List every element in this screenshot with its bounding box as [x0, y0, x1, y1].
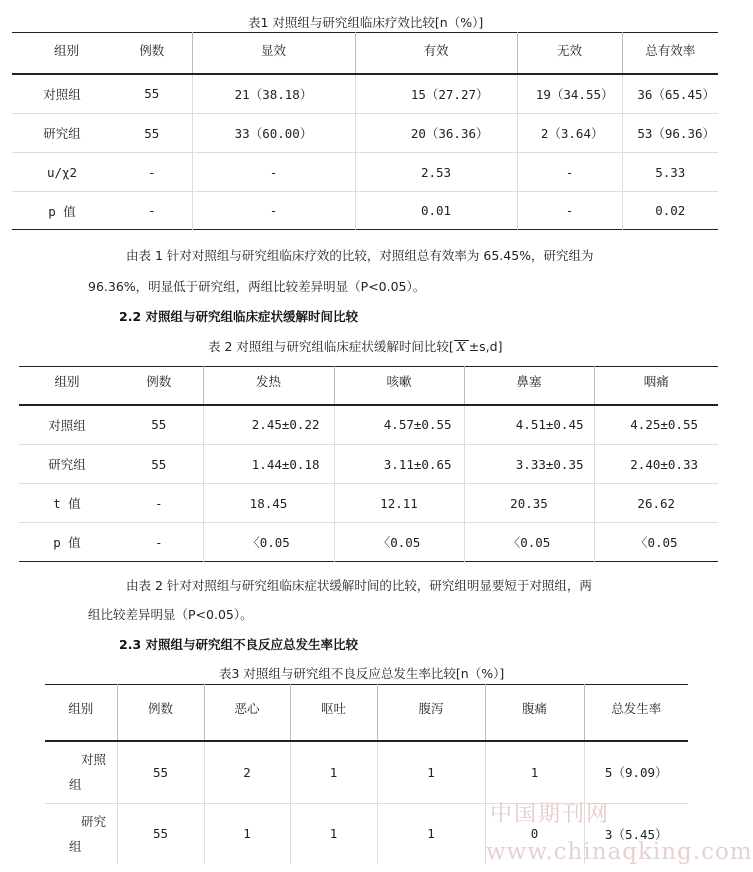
table1-cell: 2.53 [355, 153, 517, 192]
table1-cell: 55 [144, 125, 160, 141]
table2-cell: 4.25±0.55 [594, 405, 718, 445]
table3-cell: 5（9.09） [584, 741, 688, 804]
table1-caption: 表1 对照组与研究组临床疗效比较[n（%）] [248, 15, 484, 30]
table1-cell: 5.33 [622, 153, 718, 192]
table2-row [19, 445, 718, 484]
table2-caption-suffix: ±s,d] [468, 339, 503, 354]
table1-row [12, 114, 718, 153]
table1-cell: - [147, 203, 156, 218]
table3-cell: 1 [377, 804, 485, 864]
table3-row [45, 741, 688, 804]
table1-header-cell: 显效 [192, 33, 355, 74]
table2-cell: 20.35 [464, 484, 594, 523]
table2-cell: 18.45 [203, 484, 334, 523]
table1-cell: 15（27.27） [355, 74, 517, 114]
table1-row [12, 153, 718, 192]
table2-cell: p 值 [53, 535, 81, 550]
table2-cell: 2.45±0.22 [203, 405, 334, 445]
table3-group-line: 对照 [81, 752, 107, 768]
table2-cell: 1.44±0.18 [203, 445, 334, 484]
table3-cell: 55 [117, 741, 204, 804]
table3-cell: 1 [377, 741, 485, 804]
table3-header-cell: 组别 [68, 701, 94, 716]
section22-title: 2.2 对照组与研究组临床症状缓解时间比较 [119, 309, 358, 324]
table3-group-line: 组 [69, 777, 82, 793]
table3-group-cell [45, 804, 117, 864]
table3-cell: 55 [117, 804, 204, 864]
table2-cell: 4.51±0.45 [464, 405, 594, 445]
table1-cell: p 值 [48, 203, 76, 219]
table3-header-cell: 总发生率 [584, 685, 688, 741]
table1-cell: 0.01 [355, 192, 517, 230]
paragraph2-line2: 组比较差异明显（P<0.05）。 [88, 607, 253, 622]
table3-cell: 1 [485, 741, 584, 804]
table2-cell: 55 [151, 456, 167, 472]
table1-cell: - [192, 192, 355, 230]
table2-cell: - [154, 534, 163, 550]
table2-header-cell: 发热 [203, 367, 334, 405]
table2-cell: 〈0.05 [203, 523, 334, 562]
table2-cell: 3.33±0.35 [464, 445, 594, 484]
table2-header-cell: 咽痛 [594, 367, 718, 405]
table1-cell: 2（3.64） [517, 114, 622, 153]
table3-header-row [45, 685, 688, 741]
table3-cell: 1 [204, 804, 290, 864]
table3-header-cell: 腹泻 [377, 685, 485, 741]
table1-cell: - [517, 153, 622, 192]
table1-cell: 36（65.45） [622, 74, 718, 114]
table2-cell: t 值 [53, 496, 81, 511]
table1-row [12, 192, 718, 230]
table2-cell: 〈0.05 [464, 523, 594, 562]
table3-group-line: 研究 [81, 813, 107, 829]
table2-header-row [19, 367, 718, 405]
table2-header-cell: 咳嗽 [334, 367, 464, 405]
table3-cell: 1 [290, 804, 377, 864]
table1-cell: 21（38.18） [192, 74, 355, 114]
table3-cell: 0 [485, 804, 584, 864]
table1-cell: 研究组 [43, 126, 81, 141]
table2-cell: 研究组 [48, 457, 86, 472]
table1-cell: 对照组 [43, 86, 81, 102]
table3-caption: 表3 对照组与研究组不良反应总发生率比较[n（%）] [219, 666, 505, 681]
table2-cell: 4.57±0.55 [334, 405, 464, 445]
table1-header-cell: 例数 [139, 43, 165, 58]
table3-group-cell [45, 741, 117, 804]
table2 [19, 366, 718, 562]
table3-header-cell: 恶心 [204, 685, 290, 741]
table3 [45, 684, 688, 864]
table2-row [19, 523, 718, 562]
table1-header-cell: 无效 [517, 33, 622, 74]
table2-cell: 〈0.05 [334, 523, 464, 562]
table2-header-cell: 组别 [54, 374, 80, 389]
section23-title: 2.3 对照组与研究组不良反应总发生率比较 [119, 637, 358, 652]
table1-cell: 55 [144, 86, 160, 102]
table2-cell: 〈0.05 [594, 523, 718, 562]
table1-cell: 19（34.55） [517, 74, 622, 114]
table2-caption [208, 337, 502, 355]
table2-cell: - [154, 495, 163, 511]
table2-caption-prefix: 表 2 对照组与研究组临床症状缓解时间比较[ [208, 339, 454, 354]
paragraph1-line1: 由表 1 针对对照组与研究组临床疗效的比较，对照组总有效率为 65.45%，研究组为 [126, 248, 594, 263]
table3-header-cell: 腹痛 [485, 685, 584, 741]
paragraph2-line1: 由表 2 针对对照组与研究组临床症状缓解时间的比较，研究组明显要短于对照组，两 [126, 578, 592, 593]
watermark-name: 中国期刊网 [490, 802, 611, 827]
table2-cell: 55 [151, 417, 167, 433]
table1-row [12, 74, 718, 114]
table1-cell: 53（96.36） [622, 114, 718, 153]
table1-cell: 0.02 [622, 192, 718, 230]
table2-header-cell: 鼻塞 [464, 367, 594, 405]
table2-cell: 3.11±0.65 [334, 445, 464, 484]
table2-cell: 12.11 [334, 484, 464, 523]
table1-header-cell: 组别 [54, 43, 80, 58]
table2-cell: 对照组 [48, 417, 86, 433]
table2-header-cell: 例数 [146, 374, 172, 389]
table3-cell: 1 [290, 741, 377, 804]
table1-cell: 20（36.36） [355, 114, 517, 153]
table3-cell: 2 [204, 741, 290, 804]
table1-cell: - [192, 153, 355, 192]
table1-header-cell: 有效 [355, 33, 517, 74]
mean-symbol: X [454, 340, 469, 353]
table1-cell: - [147, 164, 156, 180]
table2-cell: 2.40±0.33 [594, 445, 718, 484]
table1-cell: u/χ2 [46, 164, 78, 180]
table2-row [19, 484, 718, 523]
table3-cell: 3（5.45） [584, 804, 688, 864]
table1-header-row [12, 33, 718, 74]
watermark-url: www.chinaqking.com [486, 839, 753, 865]
table3-header-cell: 呕吐 [290, 685, 377, 741]
table1 [12, 32, 718, 230]
table2-cell: 26.62 [594, 484, 718, 523]
paragraph1-line2: 96.36%，明显低于研究组，两组比较差异明显（P<0.05）。 [88, 279, 426, 294]
table3-header-cell: 例数 [117, 685, 204, 741]
table1-cell: 33（60.00） [192, 114, 355, 153]
table2-row [19, 405, 718, 445]
table1-cell: - [517, 192, 622, 230]
table1-header-cell: 总有效率 [622, 33, 718, 74]
table3-group-line: 组 [69, 838, 82, 854]
